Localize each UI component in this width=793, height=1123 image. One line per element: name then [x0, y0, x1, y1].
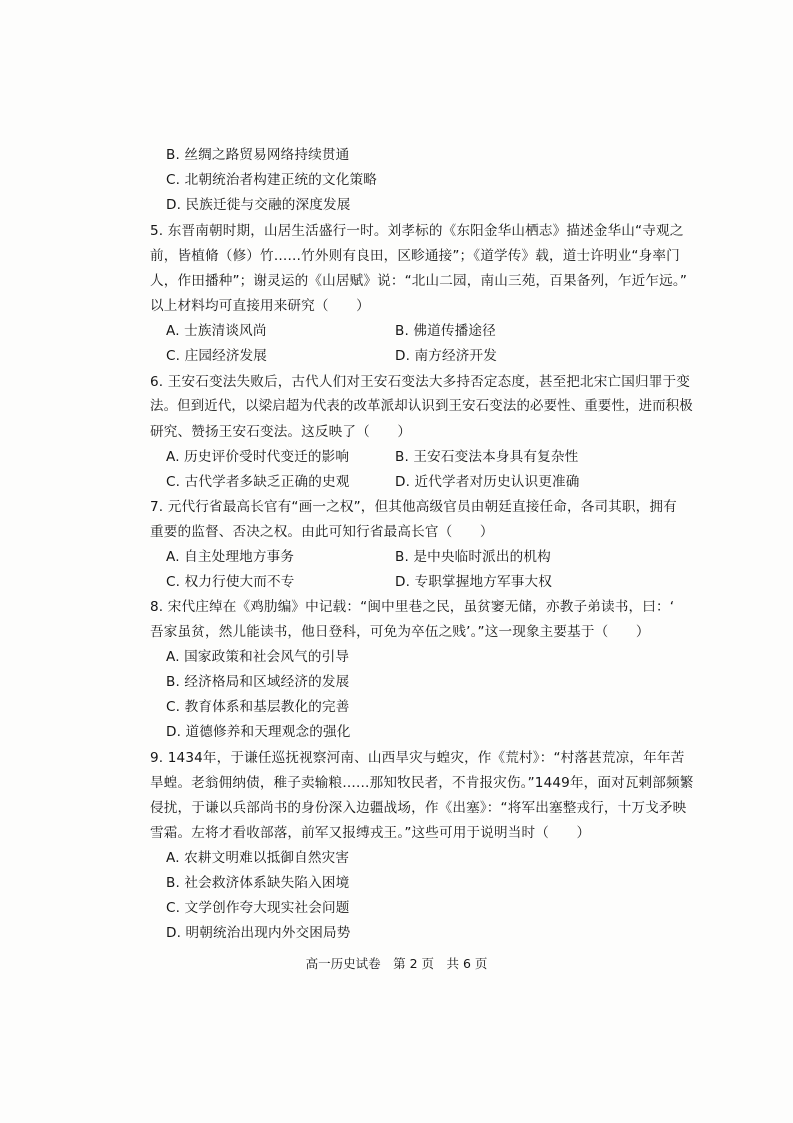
q9-stem-line: 旱蝗。老翁佣纳债，稚子卖输粮……那知牧民者，不肯报灾伤。”1449年，面对瓦剌部频繁: [150, 775, 694, 791]
q9-option-a: A. 农耕文明难以抵御自然灾害: [166, 850, 350, 866]
q5-stem-line: 人，作田播种”；谢灵运的《山居赋》说：“北山二园，南山三苑，百果备列，乍近乍远。”: [150, 273, 688, 289]
q6-stem-line: 6. 王安石变法失败后，古代人们对王安石变法大多持否定态度，甚至把北宋亡国归罪于变: [150, 374, 691, 390]
q7-option-c: C. 权力行使大而不专: [166, 574, 295, 590]
q7-option-a: A. 自主处理地方事务: [166, 549, 295, 565]
q5-option-c: C. 庄园经济发展: [166, 348, 268, 364]
q9-option-b: B. 社会救济体系缺失陷入困境: [166, 875, 350, 891]
q9-stem-line: 雪霜。左将才看收部落，前军又报缚戎王。”这些可用于说明当时（ ）: [150, 825, 591, 841]
q8-option-a: A. 国家政策和社会风气的引导: [166, 649, 350, 665]
q8-stem-line: 吾家虽贫，然儿能读书，他日登科，可免为卒伍之贱’。”这一现象主要基于（ ）: [150, 624, 650, 640]
q4-option-c: C. 北朝统治者构建正统的文化策略: [166, 172, 377, 188]
q9-stem-line: 侵扰，于谦以兵部尚书的身份深入边疆战场，作《出塞》：“将军出塞整戎行，十万戈矛映: [150, 800, 687, 816]
q8-stem-line: 8. 宋代庄绰在《鸡肋编》中记载：“闽中里巷之民，虽贫窭无储，亦教子弟读书，曰：‘: [150, 599, 675, 615]
q9-option-c: C. 文学创作夸大现实社会问题: [166, 900, 350, 916]
q6-stem-line: 研究、赞扬王安石变法。这反映了（ ）: [150, 424, 412, 440]
q6-stem-line: 法。但到近代，以梁启超为代表的改革派却认识到王安石变法的必要性、重要性，进而积极: [150, 399, 693, 414]
q9-stem-line: 9. 1434年，于谦任巡抚视察河南、山西旱灾与蝗灾，作《荒村》：“村落甚荒凉，年年苦: [150, 750, 685, 766]
q5-stem-line: 5. 东晋南朝时期，山居生活盛行一时。刘孝标的《东阳金华山栖志》描述金华山“寺观之: [150, 223, 684, 239]
q8-option-b: B. 经济格局和区域经济的发展: [166, 674, 350, 690]
q7-option-b: B. 是中央临时派出的机构: [395, 549, 551, 565]
q7-option-d: D. 专职掌握地方军事大权: [395, 574, 552, 590]
q9-option-d: D. 明朝统治出现内外交困局势: [166, 925, 351, 941]
q6-option-b: B. 王安石变法本身具有复杂性: [395, 449, 579, 465]
page-footer: 高一历史试卷 第 2 页 共 6 页: [305, 956, 488, 971]
q7-stem-line: 7. 元代行省最高长官有“画一之权”，但其他高级官员由朝廷直接任命，各司其职，拥有: [150, 499, 677, 515]
q5-stem-line: 前，皆植脩（修）竹……竹外则有良田，区畛通接”；《道学传》载，道士许明业“身率门: [150, 248, 680, 264]
q8-option-c: C. 教育体系和基层教化的完善: [166, 699, 350, 715]
q8-option-d: D. 道德修养和天理观念的强化: [166, 724, 351, 740]
q5-option-b: B. 佛道传播途径: [395, 323, 496, 339]
q5-stem-line: 以上材料均可直接用来研究（ ）: [150, 298, 370, 314]
q7-stem-line: 重要的监督、否决之权。由此可知行省最高长官（ ）: [150, 524, 494, 540]
q4-option-d: D. 民族迁徙与交融的深度发展: [166, 197, 351, 213]
q5-option-a: A. 士族清谈风尚: [166, 323, 267, 339]
q6-option-c: C. 古代学者多缺乏正确的史观: [166, 474, 350, 490]
q4-option-b: B. 丝绸之路贸易网络持续贯通: [166, 147, 350, 163]
q5-option-d: D. 南方经济开发: [395, 348, 498, 364]
q6-option-a: A. 历史评价受时代变迁的影响: [166, 449, 350, 465]
q6-option-d: D. 近代学者对历史认识更准确: [395, 474, 580, 490]
